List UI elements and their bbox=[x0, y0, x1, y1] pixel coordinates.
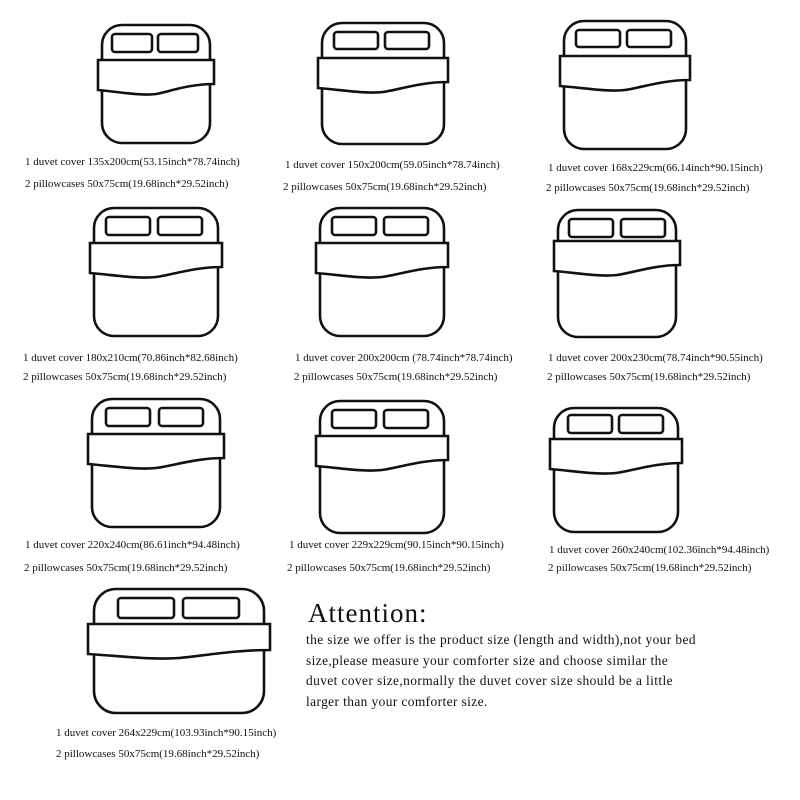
pillowcase-size: 2 pillowcases 50x75cm(19.68inch*29.52inch) bbox=[24, 562, 228, 574]
duvet-cover-size: 1 duvet cover 200x200cm (78.74inch*78.74inch) bbox=[295, 352, 513, 364]
duvet-cover-size: 1 duvet cover 229x229cm(90.15inch*90.15inch) bbox=[289, 539, 504, 551]
duvet-cover-size: 1 duvet cover 150x200cm(59.05inch*78.74inch) bbox=[285, 159, 500, 171]
bed-icon bbox=[88, 205, 224, 340]
pillowcase-size: 2 pillowcases 50x75cm(19.68inch*29.52inch) bbox=[548, 562, 752, 574]
attention-text: the size we offer is the product size (length and width),not your bed size,please measure your comforter size and choose similar the duvet cover size,normally the duvet cover size should be a little larger than your comforter size. bbox=[306, 632, 696, 709]
duvet-cover-size: 1 duvet cover 168x229cm(66.14inch*90.15inch) bbox=[548, 162, 763, 174]
pillowcase-size: 2 pillowcases 50x75cm(19.68inch*29.52inch) bbox=[283, 181, 487, 193]
attention-title: Attention: bbox=[308, 598, 428, 628]
bed-icon bbox=[316, 20, 450, 148]
bed-icon bbox=[314, 205, 450, 340]
duvet-cover-size: 1 duvet cover 135x200cm(53.15inch*78.74inch) bbox=[25, 156, 240, 168]
pillowcase-size: 2 pillowcases 50x75cm(19.68inch*29.52inch) bbox=[546, 182, 750, 194]
pillowcase-size: 2 pillowcases 50x75cm(19.68inch*29.52inch) bbox=[25, 178, 229, 190]
attention-note bbox=[306, 598, 800, 712]
duvet-cover-size: 1 duvet cover 264x229cm(103.93inch*90.15inch) bbox=[56, 727, 277, 739]
bed-icon bbox=[314, 398, 450, 537]
duvet-cover-size: 1 duvet cover 180x210cm(70.86inch*82.68inch) bbox=[23, 352, 238, 364]
bed-icon bbox=[86, 586, 272, 717]
bed-icon bbox=[552, 207, 682, 341]
pillowcase-size: 2 pillowcases 50x75cm(19.68inch*29.52inch) bbox=[56, 748, 260, 760]
pillowcase-size: 2 pillowcases 50x75cm(19.68inch*29.52inch) bbox=[287, 562, 491, 574]
duvet-cover-size: 1 duvet cover 260x240cm(102.36inch*94.48inch) bbox=[549, 544, 770, 556]
pillowcase-size: 2 pillowcases 50x75cm(19.68inch*29.52inch) bbox=[23, 371, 227, 383]
duvet-cover-size: 1 duvet cover 220x240cm(86.61inch*94.48inch) bbox=[25, 539, 240, 551]
bed-icon bbox=[558, 18, 692, 153]
duvet-cover-size: 1 duvet cover 200x230cm(78.74inch*90.55inch) bbox=[548, 352, 763, 364]
bed-icon bbox=[86, 396, 226, 531]
pillowcase-size: 2 pillowcases 50x75cm(19.68inch*29.52inch) bbox=[294, 371, 498, 383]
pillowcase-size: 2 pillowcases 50x75cm(19.68inch*29.52inch) bbox=[547, 371, 751, 383]
bed-icon bbox=[96, 22, 216, 147]
bed-icon bbox=[548, 405, 684, 536]
